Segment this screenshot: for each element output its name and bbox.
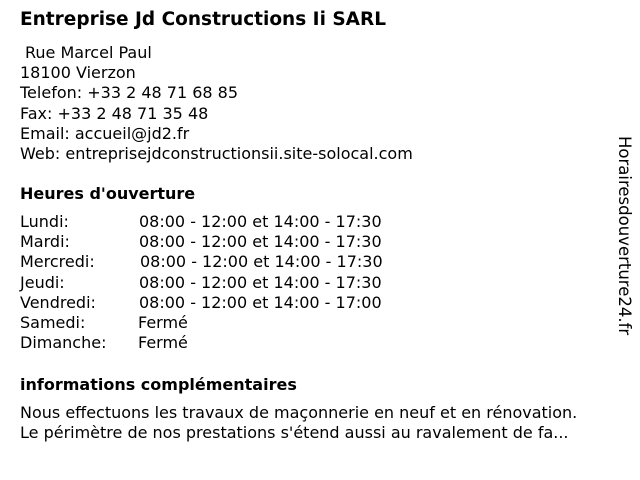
street-address: Rue Marcel Paul — [25, 43, 152, 62]
day-label: Mercredi: — [20, 252, 95, 272]
day-hours: 08:00 - 12:00 et 14:00 - 17:30 — [139, 272, 382, 292]
day-label: Vendredi: — [20, 292, 96, 312]
day-label: Samedi: — [20, 312, 86, 332]
info-line: Le périmètre de nos prestations s'étend aussi au ravalement de fa... — [20, 423, 569, 443]
day-label: Mardi: — [20, 232, 70, 252]
day-label: Jeudi: — [20, 272, 65, 292]
fax-number: Fax: +33 2 48 71 35 48 — [20, 103, 209, 123]
day-hours: 08:00 - 12:00 et 14:00 - 17:30 — [139, 212, 382, 231]
city-postcode: 18100 Vierzon — [20, 63, 136, 83]
day-hours: 08:00 - 12:00 et 14:00 - 17:30 — [140, 252, 383, 272]
contact-block — [20, 43, 413, 164]
day-hours: Fermé — [138, 333, 188, 353]
website-url: Web: entreprisejdconstructionsii.site-solocal.com — [20, 143, 413, 163]
site-watermark: Horairesdouverture24.fr — [615, 136, 634, 336]
email-address: Email: accueil@jd2.fr — [20, 123, 190, 143]
day-hours: Fermé — [138, 312, 188, 332]
day-hours: 08:00 - 12:00 et 14:00 - 17:30 — [139, 232, 382, 252]
additional-info-heading: informations complémentaires — [20, 375, 297, 394]
opening-hours-heading: Heures d'ouverture — [20, 184, 196, 203]
company-name: Entreprise Jd Constructions Ii SARL — [20, 9, 387, 30]
info-line: Nous effectuons les travaux de maçonnerie en neuf et en rénovation. — [20, 403, 578, 422]
day-hours: 08:00 - 12:00 et 14:00 - 17:00 — [139, 292, 382, 312]
day-label: Dimanche: — [20, 333, 107, 353]
phone-number: Telefon: +33 2 48 71 68 85 — [20, 83, 239, 103]
day-label: Lundi: — [20, 212, 69, 231]
additional-info-text — [20, 403, 577, 444]
